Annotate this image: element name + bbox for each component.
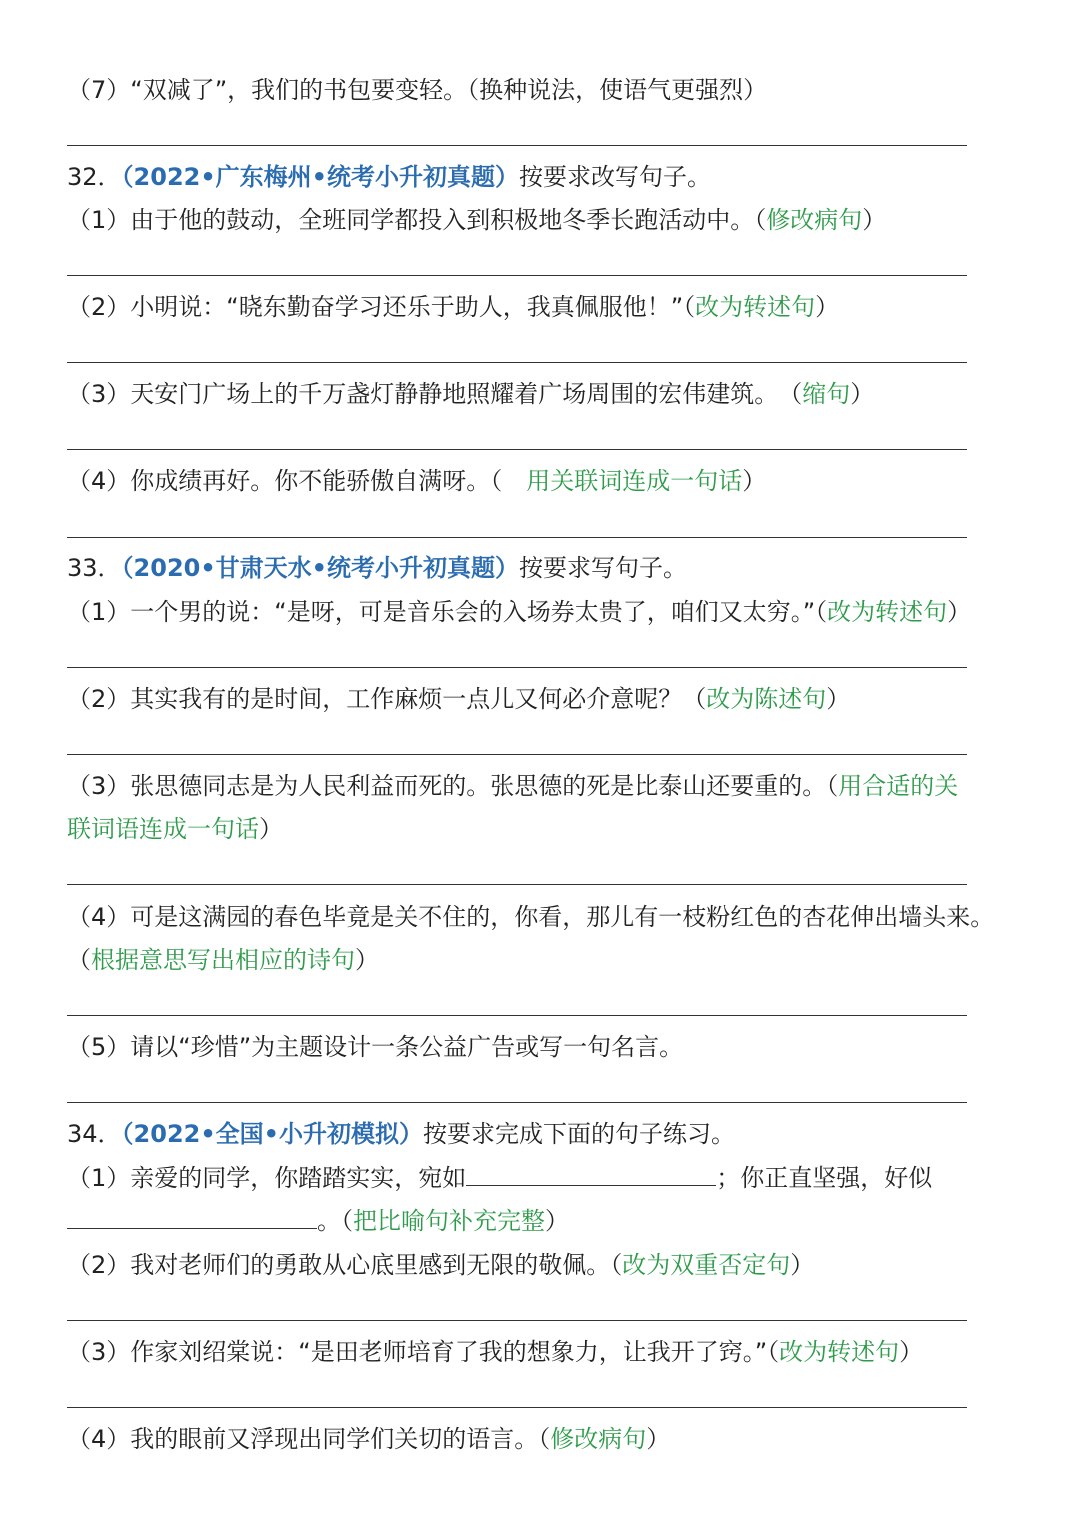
- question-paren: ）: [850, 380, 875, 408]
- question-number: 32．: [67, 163, 122, 191]
- question-text: ；你正直坚强，好似: [716, 1164, 933, 1192]
- question-hint: 改为陈述句: [706, 685, 827, 713]
- question-32-3: [67, 379, 874, 409]
- question-text: （5）请以“珍惜”为主题设计一条公益广告或写一句名言。: [67, 1033, 684, 1061]
- question-31-7: [67, 75, 767, 105]
- question-32-header: [67, 162, 711, 192]
- question-34-2: [67, 1250, 814, 1280]
- question-paren: （: [67, 946, 91, 974]
- question-34-1-continued: [67, 1206, 569, 1236]
- question-text: （3）作家刘绍棠说：“是田老师培育了我的想象力，让我开了窍。”（: [67, 1338, 780, 1366]
- question-text: 。（: [317, 1207, 353, 1235]
- question-text: （1）由于他的鼓动，全班同学都投入到积极地冬季长跑活动中。（: [67, 206, 767, 234]
- question-source: （2020•甘肃天水•统考小升初真题）: [121, 554, 520, 582]
- answer-line[interactable]: [67, 667, 967, 668]
- question-33-2: [67, 684, 850, 714]
- question-paren: ）: [742, 467, 767, 495]
- question-text: （2）我对老师们的勇敢从心底里感到无限的敬佩。（: [67, 1251, 623, 1279]
- question-hint: 修改病句: [550, 1425, 647, 1453]
- question-paren: ）: [815, 293, 840, 321]
- answer-line[interactable]: [67, 754, 967, 755]
- answer-line[interactable]: [67, 145, 967, 146]
- question-32-4: [67, 466, 766, 496]
- question-text: （4）你成绩再好。你不能骄傲自满呀。（: [67, 467, 527, 495]
- question-instruction: 按要求写句子。: [519, 554, 688, 582]
- question-paren: ）: [646, 1425, 671, 1453]
- question-paren: ）: [826, 685, 851, 713]
- question-source: （2022•广东梅州•统考小升初真题）: [121, 163, 520, 191]
- question-text: （7）“双减了”，我们的书包要变轻。（换种说法，使语气更强烈）: [67, 76, 768, 104]
- question-paren: ）: [355, 946, 379, 974]
- answer-line[interactable]: [67, 1015, 967, 1016]
- question-33-3-continued: [67, 814, 283, 844]
- question-33-4: [67, 902, 994, 932]
- question-32-1: [67, 205, 886, 235]
- question-34-1: [67, 1163, 932, 1193]
- question-hint: 用关联词连成一句话: [526, 467, 743, 495]
- question-text: （1）亲爱的同学，你踏踏实实，宛如: [67, 1164, 467, 1192]
- question-33-header: [67, 553, 687, 583]
- question-text: （2）其实我有的是时间，工作麻烦一点儿又何必介意呢？（: [67, 685, 707, 713]
- question-33-3: [67, 771, 958, 801]
- question-number: 34．: [67, 1120, 122, 1148]
- question-34-3: [67, 1337, 923, 1367]
- question-33-5: [67, 1032, 683, 1062]
- question-33-1: [67, 597, 971, 627]
- question-hint: 用合适的关: [838, 772, 959, 800]
- question-text: （4）可是这满园的春色毕竟是关不住的，你看，那儿有一枝粉红色的杏花伸出墙头来。: [67, 903, 995, 931]
- question-instruction: 按要求完成下面的句子练习。: [423, 1120, 736, 1148]
- question-hint: 改为双重否定句: [622, 1251, 791, 1279]
- question-text: （4）我的眼前又浮现出同学们关切的语言。（: [67, 1425, 551, 1453]
- question-34-header: [67, 1119, 735, 1149]
- answer-line[interactable]: [67, 1407, 967, 1408]
- answer-line[interactable]: [67, 884, 967, 885]
- question-text: （1）一个男的说：“是呀，可是音乐会的入场券太贵了，咱们又太穷。”（: [67, 598, 828, 626]
- question-hint: 改为转述句: [779, 1338, 900, 1366]
- question-hint: 缩句: [802, 380, 851, 408]
- question-33-4-continued: [67, 945, 379, 975]
- question-hint: 改为转述句: [827, 598, 948, 626]
- question-text: （3）天安门广场上的千万盏灯静静地照耀着广场周围的宏伟建筑。 （: [67, 380, 803, 408]
- question-paren: ）: [259, 815, 283, 843]
- question-34-4: [67, 1424, 670, 1454]
- question-hint: 修改病句: [766, 206, 863, 234]
- question-hint: 把比喻句补充完整: [353, 1207, 545, 1235]
- answer-line[interactable]: [67, 362, 967, 363]
- question-text: （2）小明说：“晓东勤奋学习还乐于助人，我真佩服他！”（: [67, 293, 696, 321]
- question-paren: ）: [790, 1251, 815, 1279]
- fill-blank[interactable]: [67, 1206, 317, 1229]
- answer-line[interactable]: [67, 275, 967, 276]
- question-paren: ）: [947, 598, 972, 626]
- question-32-2: [67, 292, 839, 322]
- question-number: 33．: [67, 554, 122, 582]
- question-paren: ）: [862, 206, 887, 234]
- question-paren: ）: [545, 1207, 569, 1235]
- question-hint: 联词语连成一句话: [67, 815, 259, 843]
- answer-line[interactable]: [67, 449, 967, 450]
- question-hint: 根据意思写出相应的诗句: [91, 946, 355, 974]
- fill-blank[interactable]: [466, 1163, 716, 1186]
- question-source: （2022•全国•小升初模拟）: [121, 1120, 424, 1148]
- answer-line[interactable]: [67, 1320, 967, 1321]
- question-instruction: 按要求改写句子。: [519, 163, 712, 191]
- question-hint: 改为转述句: [695, 293, 816, 321]
- answer-line[interactable]: [67, 537, 967, 538]
- question-paren: ）: [899, 1338, 924, 1366]
- answer-line[interactable]: [67, 1102, 967, 1103]
- question-text: （3）张思德同志是为人民利益而死的。张思德的死是比泰山还要重的。（: [67, 772, 839, 800]
